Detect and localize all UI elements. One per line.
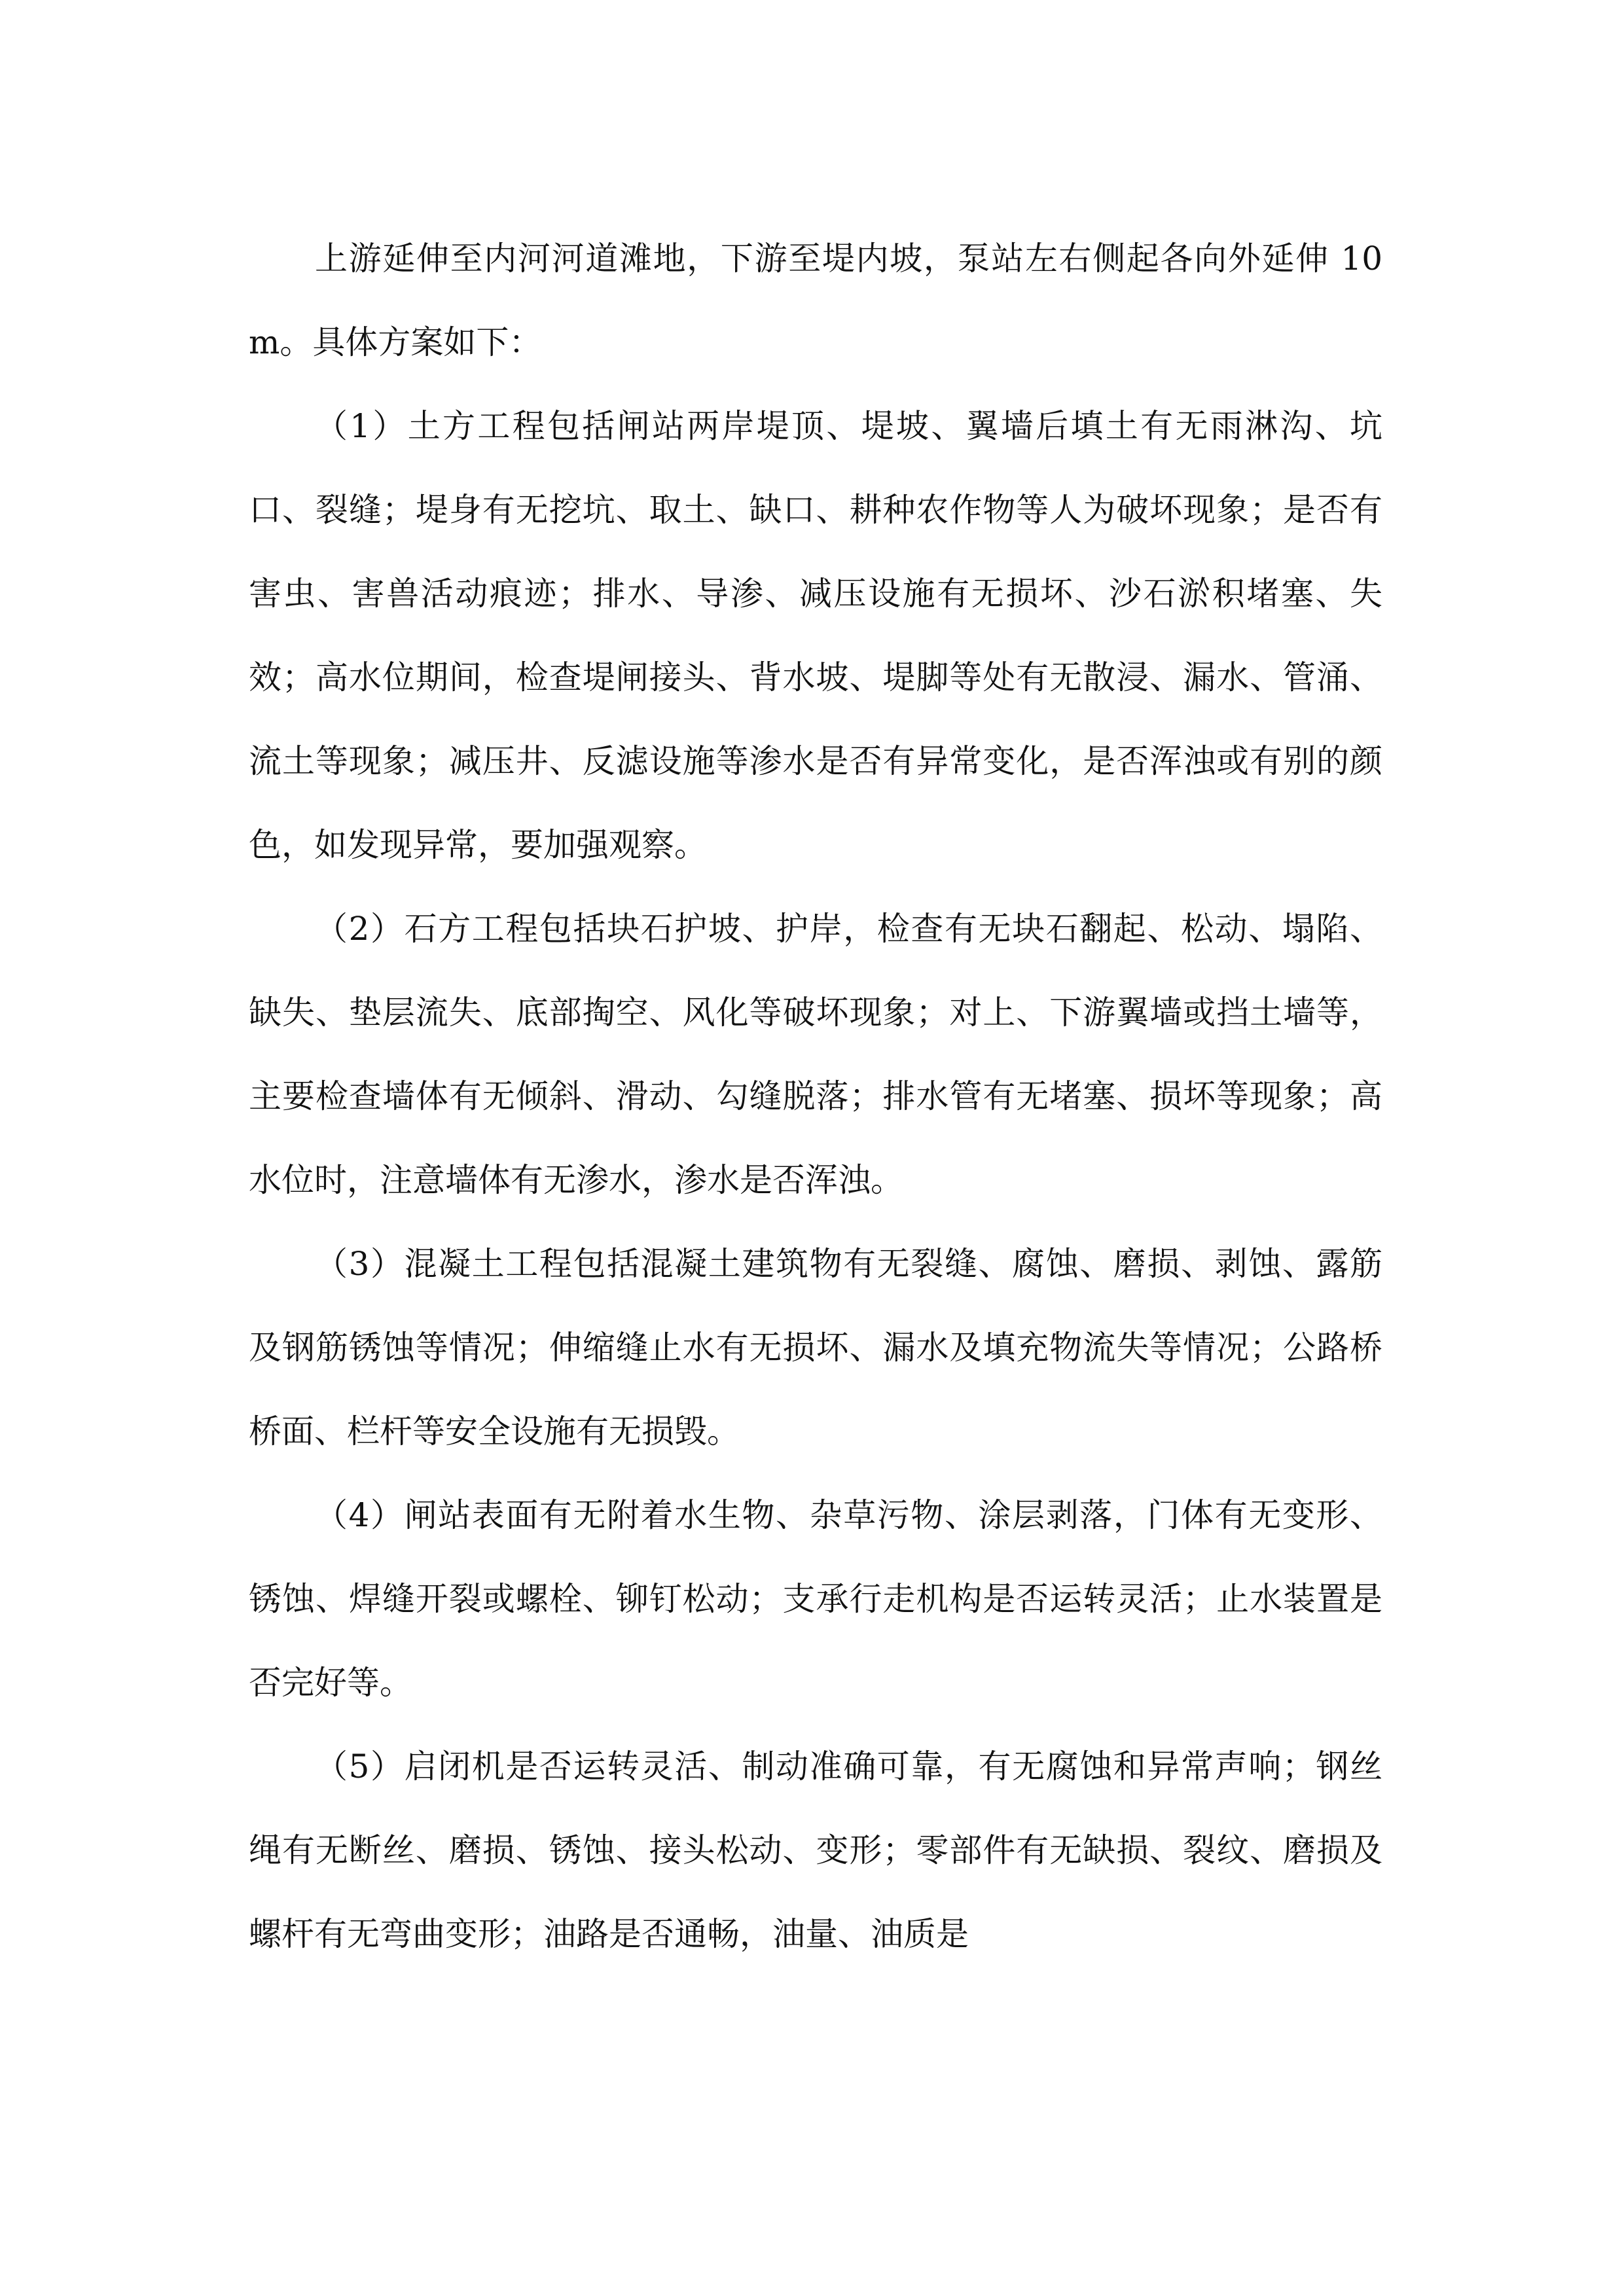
- document-body: [249, 217, 1382, 1976]
- paragraph-earthwork: （1）土方工程包括闸站两岸堤顶、堤坡、翼墙后填土有无雨淋沟、坑口、裂缝；堤身有无挖坑、取土、缺口、耕种农作物等人为破坏现象；是否有害虫、害兽活动痕迹；排水、导渗、减压设施有无损坏、沙石淤积堵塞、失效；高水位期间，检查堤闸接头、背水坡、堤脚等处有无散浸、漏水、管涌、流土等现象；减压井、反滤设施等渗水是否有异常变化，是否浑浊或有别的颜色，如发现异常，要加强观察。: [249, 407, 1382, 864]
- paragraph-concrete: （3）混凝土工程包括混凝土建筑物有无裂缝、腐蚀、磨损、剥蚀、露筋及钢筋锈蚀等情况；伸缩缝止水有无损坏、漏水及填充物流失等情况；公路桥桥面、栏杆等安全设施有无损毁。: [249, 1245, 1382, 1450]
- paragraph-stonework: （2）石方工程包括块石护坡、护岸，检查有无块石翻起、松动、塌陷、缺失、垫层流失、底部掏空、风化等破坏现象；对上、下游翼墙或挡土墙等，主要检查墙体有无倾斜、滑动、勾缝脱落；排水管有无堵塞、损坏等现象；高水位时，注意墙体有无渗水，渗水是否浑浊。: [249, 910, 1382, 1199]
- paragraph-intro: 上游延伸至内河河道滩地，下游至堤内坡，泵站左右侧起各向外延伸 10m。具体方案如下：: [249, 240, 1382, 361]
- paragraph-gate-surface: （4）闸站表面有无附着水生物、杂草污物、涂层剥落，门体有无变形、锈蚀、焊缝开裂或螺栓、铆钉松动；支承行走机构是否运转灵活；止水装置是否完好等。: [249, 1496, 1382, 1702]
- paragraph-hoist: （5）启闭机是否运转灵活、制动准确可靠，有无腐蚀和异常声响；钢丝绳有无断丝、磨损、锈蚀、接头松动、变形；零部件有无缺损、裂纹、磨损及螺杆有无弯曲变形；油路是否通畅，油量、油质是: [249, 1748, 1382, 1953]
